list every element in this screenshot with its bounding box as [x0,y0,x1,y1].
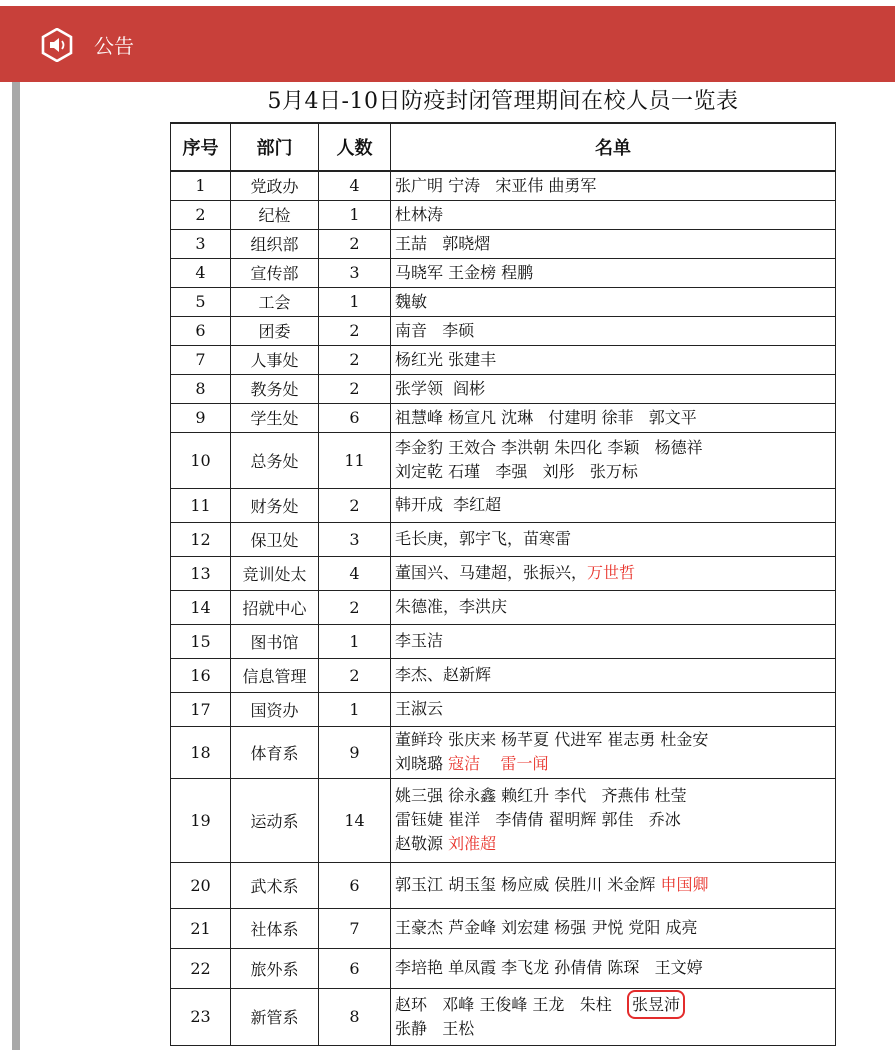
table-header-row [171,123,836,171]
name-segment: 张静 王松 [395,1018,475,1038]
row-number: 19 [171,778,231,862]
names-line [395,873,831,897]
names-line [395,203,831,227]
row-count: 4 [319,171,391,200]
table-row [171,658,836,692]
names-line [395,629,831,653]
names-line [395,808,831,832]
name-segment: 董国兴、马建超，张振兴， [395,563,588,582]
roster-document [170,82,836,1046]
table-row [171,862,836,908]
table-row [171,522,836,556]
row-number: 9 [171,403,231,432]
row-department: 社体系 [231,908,319,948]
table-row [171,258,836,287]
row-department: 武术系 [231,862,319,908]
row-names [391,287,836,316]
row-count: 2 [319,316,391,345]
table-row [171,316,836,345]
name-segment: 李金豹 王效合 李洪朝 朱四化 李颖 杨德祥 [395,438,703,457]
names-line [395,752,831,776]
name-segment: 祖慧峰 杨宣凡 沈琳 付建明 徐菲 郭文平 [395,407,697,427]
row-department: 财务处 [231,488,319,522]
row-department: 党政办 [231,171,319,200]
row-number: 15 [171,624,231,658]
announcement-header [0,6,895,82]
row-count: 1 [319,624,391,658]
row-count: 6 [319,403,391,432]
table-row [171,403,836,432]
name-segment: 赵敬源 [395,834,449,853]
table-row [171,948,836,988]
row-count: 2 [319,374,391,403]
names-line [395,993,831,1017]
names-line [395,460,831,484]
document-title: 5月4日-10日防疫封闭管理期间在校人员一览表 [267,89,739,114]
row-count: 3 [319,522,391,556]
row-department: 国资办 [231,692,319,726]
table-row [171,287,836,316]
table-row [171,432,836,488]
row-names [391,908,836,948]
names-line [395,561,831,585]
name-segment: 刘定乾 石瑾 李强 刘彤 张万标 [395,462,638,481]
row-number: 16 [171,658,231,692]
name-segment: 王喆 郭晓熠 [395,233,491,253]
row-names [391,778,836,862]
names-line [395,956,831,980]
row-number: 3 [171,229,231,258]
table-row [171,556,836,590]
row-names [391,171,836,200]
table-row [171,374,836,403]
table-row [171,590,836,624]
names-line [395,436,831,460]
row-count: 2 [319,229,391,258]
red-name: 申国卿 [660,875,709,894]
row-number: 8 [171,374,231,403]
row-names [391,403,836,432]
row-count: 2 [319,658,391,692]
row-count: 4 [319,556,391,590]
row-number: 21 [171,908,231,948]
table-row [171,726,836,778]
row-department: 招就中心 [231,590,319,624]
row-count: 14 [319,778,391,862]
row-names [391,726,836,778]
names-line [395,493,831,517]
red-name: 寇洁 雷一闻 [448,754,549,773]
row-count: 2 [319,590,391,624]
name-segment: 杜林涛 [395,204,444,224]
row-names [391,374,836,403]
row-names [391,590,836,624]
row-department: 旅外系 [231,948,319,988]
row-count: 7 [319,908,391,948]
row-number: 7 [171,345,231,374]
names-line [395,319,831,343]
names-line [395,916,831,940]
red-name: 刘准超 [448,834,497,853]
row-count: 6 [319,948,391,988]
name-segment: 王豪杰 芦金峰 刘宏建 杨强 尹悦 党阳 成亮 [395,918,698,937]
name-segment: 董鲜玲 张庆来 杨芊夏 代进军 崔志勇 杜金安 [395,730,709,749]
row-number: 20 [171,862,231,908]
names-line [395,290,831,314]
scroll-track[interactable] [12,82,20,1050]
table-row [171,171,836,200]
name-segment: 郭玉江 胡玉玺 杨应威 侯胜川 米金辉 [395,875,661,894]
row-number: 10 [171,432,231,488]
row-count: 2 [319,488,391,522]
row-department: 宣传部 [231,258,319,287]
row-department: 工会 [231,287,319,316]
table-row [171,692,836,726]
row-number: 13 [171,556,231,590]
name-segment: 赵环 邓峰 王俊峰 王龙 朱柱 [395,994,633,1014]
table-row [171,200,836,229]
row-number: 5 [171,287,231,316]
row-department: 团委 [231,316,319,345]
col-header-no: 序号 [171,123,231,171]
table-row [171,778,836,862]
name-segment: 李培艳 单凤霞 李飞龙 孙倩倩 陈琛 王文婷 [395,958,703,977]
row-names [391,556,836,590]
names-line [395,595,831,619]
row-names [391,258,836,287]
name-segment: 南音 李硕 [395,320,475,340]
roster-table [170,122,836,1046]
row-count: 1 [319,692,391,726]
name-segment: 韩开成 李红超 [395,495,502,514]
row-number: 2 [171,200,231,229]
row-number: 17 [171,692,231,726]
row-count: 8 [319,988,391,1045]
row-department: 体育系 [231,726,319,778]
highlighted-name: 张昱沛 [632,994,681,1014]
row-department: 新管系 [231,988,319,1045]
row-number: 1 [171,171,231,200]
row-department: 人事处 [231,345,319,374]
names-line [395,174,831,198]
name-segment: 朱德准，李洪庆 [395,597,508,616]
name-segment: 杨红光 张建丰 [395,349,497,369]
table-row [171,624,836,658]
names-line [395,261,831,285]
row-count: 1 [319,200,391,229]
row-number: 11 [171,488,231,522]
row-count: 11 [319,432,391,488]
speaker-icon [40,28,74,62]
table-row [171,908,836,948]
name-segment: 姚三强 徐永鑫 赖红升 李代 齐燕伟 杜莹 [395,786,687,805]
roster-table-body [171,171,836,1045]
names-line [395,663,831,687]
row-department: 信息管理 [231,658,319,692]
names-line [395,232,831,256]
names-line [395,1017,831,1041]
name-segment: 刘晓璐 [395,754,449,773]
row-names [391,200,836,229]
row-number: 14 [171,590,231,624]
name-segment: 李玉洁 [395,631,444,650]
row-department: 竞训处太 [231,556,319,590]
names-line [395,377,831,401]
names-line [395,784,831,808]
red-name: 万世哲 [587,563,636,582]
row-number: 4 [171,258,231,287]
table-row [171,988,836,1045]
row-number: 23 [171,988,231,1045]
names-line [395,348,831,372]
row-count: 1 [319,287,391,316]
names-line [395,406,831,430]
row-names [391,948,836,988]
col-header-names: 名单 [391,123,836,171]
header-title: 公告 [94,34,134,58]
row-names [391,229,836,258]
row-count: 3 [319,258,391,287]
name-segment: 李杰、赵新辉 [395,665,492,684]
name-segment: 王淑云 [395,699,444,718]
row-names [391,624,836,658]
table-row [171,345,836,374]
name-segment: 毛长庚，郭宇飞，苗寒雷 [395,529,572,548]
row-department: 教务处 [231,374,319,403]
row-names [391,692,836,726]
row-names [391,316,836,345]
row-department: 总务处 [231,432,319,488]
row-number: 6 [171,316,231,345]
row-number: 18 [171,726,231,778]
table-row [171,488,836,522]
row-department: 组织部 [231,229,319,258]
row-count: 9 [319,726,391,778]
name-segment: 雷钰婕 崔洋 李倩倩 翟明辉 郭佳 乔冰 [395,810,681,829]
name-segment: 张学领 阎彬 [395,378,486,398]
row-count: 2 [319,345,391,374]
row-number: 12 [171,522,231,556]
row-department: 保卫处 [231,522,319,556]
row-department: 学生处 [231,403,319,432]
row-department: 运动系 [231,778,319,862]
row-names [391,488,836,522]
row-names [391,658,836,692]
row-department: 图书馆 [231,624,319,658]
names-line [395,697,831,721]
row-names [391,522,836,556]
names-line [395,728,831,752]
row-number: 22 [171,948,231,988]
table-row [171,229,836,258]
row-names [391,345,836,374]
row-names [391,988,836,1045]
name-segment: 魏敏 [395,291,428,311]
names-line [395,527,831,551]
name-segment: 马晓军 王金榜 程鹏 [395,262,534,282]
row-department: 纪检 [231,200,319,229]
row-names [391,432,836,488]
row-count: 6 [319,862,391,908]
col-header-count: 人数 [319,123,391,171]
names-line [395,832,831,856]
col-header-dept: 部门 [231,123,319,171]
row-names [391,862,836,908]
name-segment: 张广明 宁涛 宋亚伟 曲勇军 [395,175,597,195]
